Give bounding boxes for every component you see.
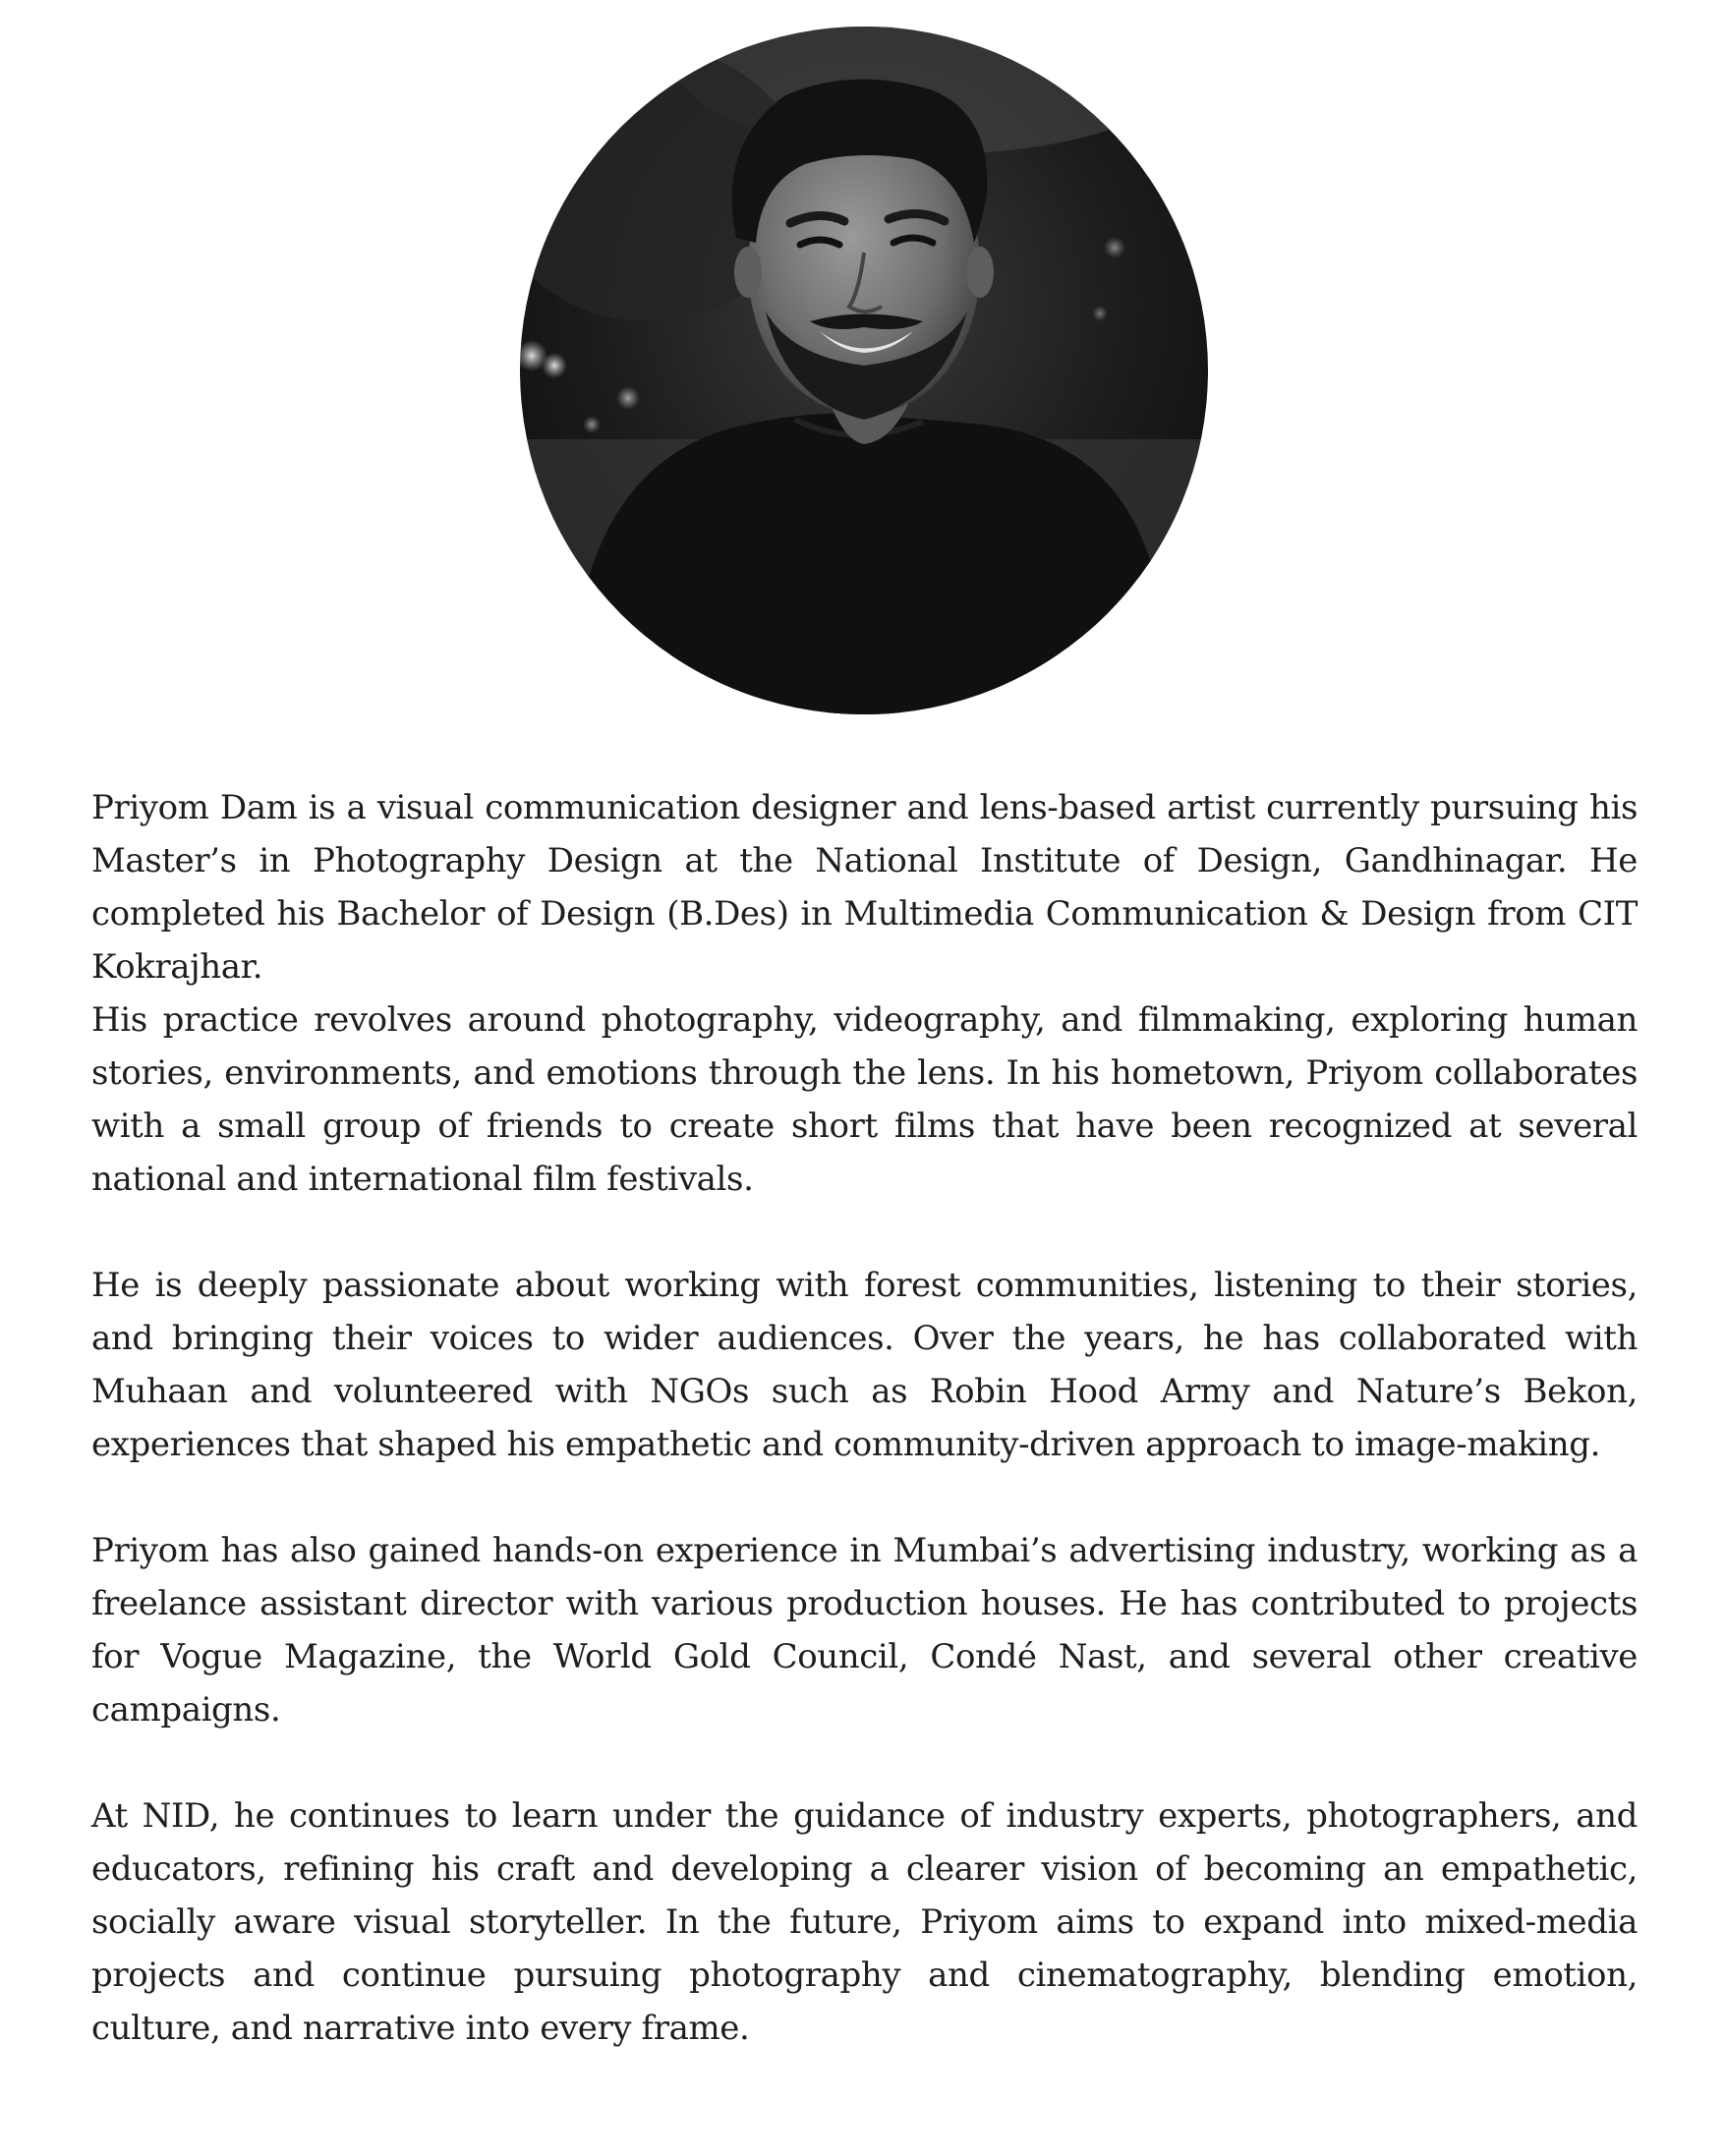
portrait-photo xyxy=(520,27,1208,714)
bio-text xyxy=(91,781,1638,2055)
bio-paragraph-communities: He is deeply passionate about working with forest communities, listening to their stories, and bringing their voices to wider audiences. Over the years, he has collaborated with Muhaan and volunteered with NGOs such as Robin Hood Army and Nature’s Bekon, experiences that shaped his empathetic and community-driven approach to image-making. xyxy=(91,1266,1638,1464)
bio-paragraph-future: At NID, he continues to learn under the guidance of industry experts, photographers, and educators, refining his craft and developing a clearer vision of becoming an empathetic, socially aware visual storyteller. In the future, Priyom aims to expand into mixed-media projects and continue pursuing photography and cinematography, blending emotion, culture, and narrative into every frame. xyxy=(91,1796,1638,2048)
bio-paragraph-advertising: Priyom has also gained hands-on experience in Mumbai’s advertising industry, working as a freelance assistant director with various production houses. He has contributed to projects for Vogue Magazine, the World Gold Council, Condé Nast, and several other creative campaigns. xyxy=(91,1531,1638,1730)
bio-paragraph-practice: His practice revolves around photography, videography, and filmmaking, exploring human stories, environments, and emotions through the lens. In his hometown, Priyom collaborates with a small group of friends to create short films that have been recognized at several national and international film festivals. xyxy=(91,1000,1638,1199)
profile-portrait xyxy=(520,27,1208,714)
bio-paragraph-education: Priyom Dam is a visual communication designer and lens-based artist currently pursuing his Master’s in Photography Design at the National Institute of Design, Gandhinagar. He completed his Bachelor of Design (B.Des) in Multimedia Communication & Design from CIT Kokrajhar. xyxy=(91,788,1638,987)
